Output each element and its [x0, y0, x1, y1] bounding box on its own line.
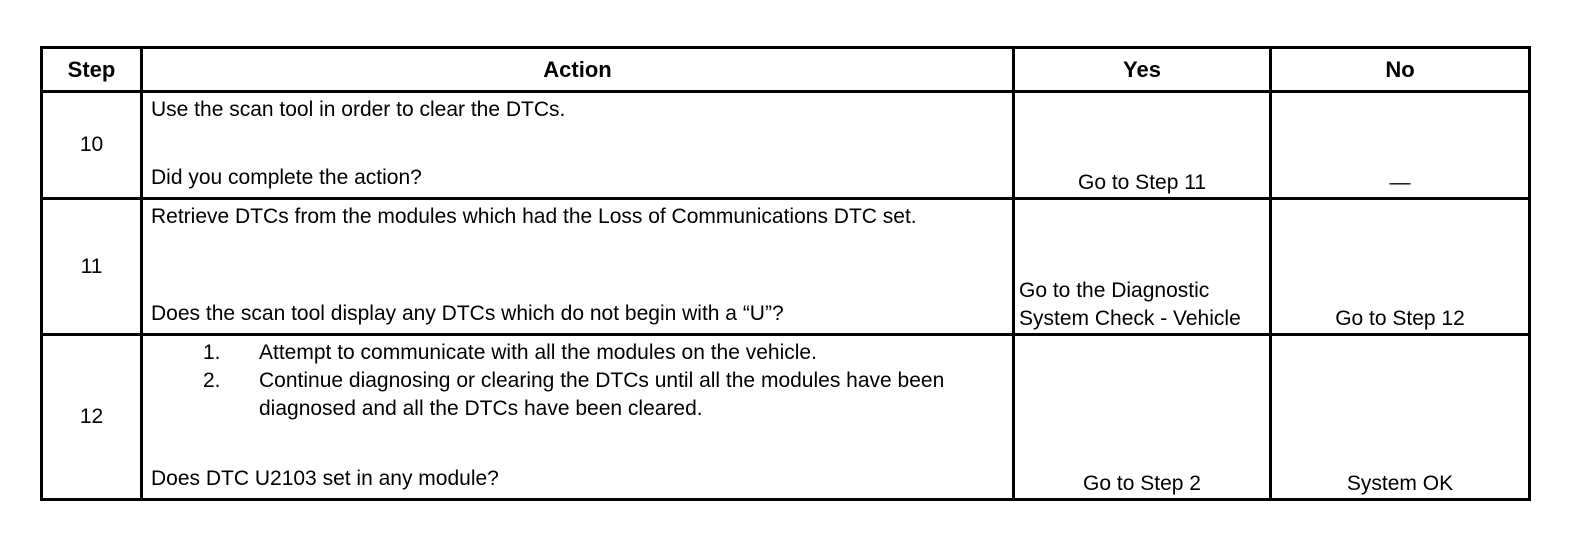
action-question: Does DTC U2103 set in any module? [151, 467, 499, 490]
header-no: No [1271, 48, 1530, 92]
table-row-step-12 [42, 335, 1530, 500]
no-result: System OK [1271, 335, 1530, 500]
action-step-item [203, 367, 1004, 423]
diagnostic-table [40, 46, 1531, 501]
action-step-text: Continue diagnosing or clearing the DTCs until all the modules have been diagnosed and all the DTCs have been cleared. [259, 369, 945, 420]
action-question: Does the scan tool display any DTCs which do not begin with a “U”? [151, 302, 784, 325]
no-result: Go to Step 12 [1271, 199, 1530, 335]
action-cell [142, 335, 1014, 500]
action-steps-list [151, 339, 1004, 423]
yes-result: Go to Step 11 [1014, 92, 1271, 199]
action-cell [142, 92, 1014, 199]
table-row-step-11 [42, 199, 1530, 335]
header-action: Action [142, 48, 1014, 92]
step-number: 10 [42, 92, 142, 199]
header-step: Step [42, 48, 142, 92]
no-result: — [1271, 92, 1530, 199]
table-row-step-10 [42, 92, 1530, 199]
yes-result: Go to the Diagnostic System Check - Vehicle [1014, 199, 1271, 335]
header-row [42, 48, 1530, 92]
action-step-text: Attempt to communicate with all the modules on the vehicle. [259, 341, 817, 364]
header-yes: Yes [1014, 48, 1271, 92]
step-number: 12 [42, 335, 142, 500]
step-number: 11 [42, 199, 142, 335]
action-question: Did you complete the action? [151, 166, 422, 189]
action-step-number: 1. [203, 341, 221, 364]
action-cell [142, 199, 1014, 335]
action-text: Retrieve DTCs from the modules which had the Loss of Communications DTC set. [151, 205, 917, 228]
action-step-number: 2. [203, 369, 221, 392]
yes-result: Go to Step 2 [1014, 335, 1271, 500]
action-text: Use the scan tool in order to clear the DTCs. [151, 98, 566, 121]
action-step-item [203, 339, 1004, 367]
